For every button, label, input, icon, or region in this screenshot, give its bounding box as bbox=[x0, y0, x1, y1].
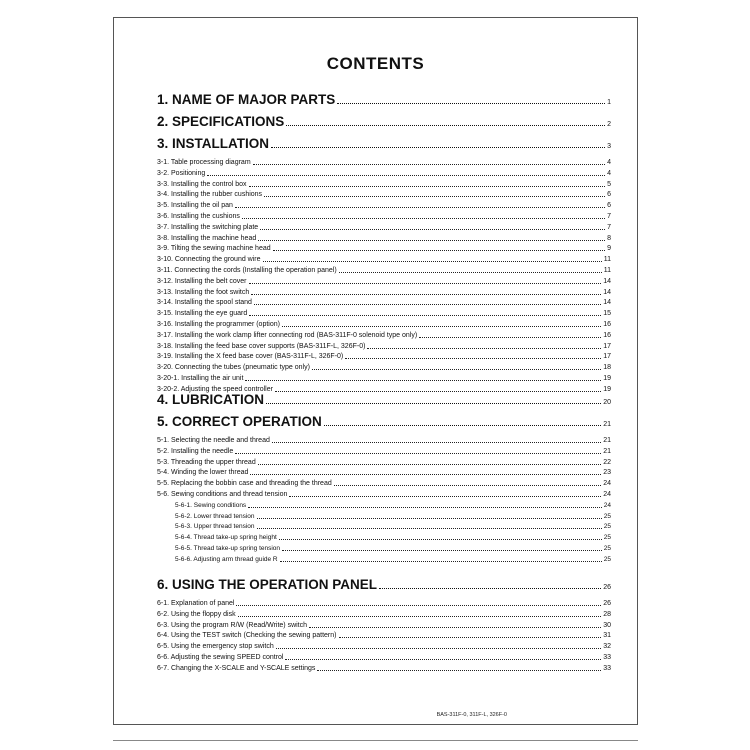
toc-entry bbox=[157, 599, 611, 609]
toc-page-number: 26 bbox=[603, 584, 611, 591]
toc-entry bbox=[157, 277, 611, 287]
toc-label: 5-5. Replacing the bobbin case and threading the thread bbox=[157, 480, 332, 488]
toc-page-number: 24 bbox=[603, 491, 611, 498]
toc-chapter bbox=[157, 92, 611, 108]
toc-page-number: 1 bbox=[607, 99, 611, 106]
toc-entry bbox=[157, 533, 611, 543]
toc-leader-dots bbox=[282, 326, 601, 327]
toc-page-number: 4 bbox=[607, 159, 611, 166]
toc-label: 3. INSTALLATION bbox=[157, 136, 269, 151]
toc-page-number: 19 bbox=[603, 375, 611, 382]
toc-leader-dots bbox=[339, 272, 602, 273]
toc-entry bbox=[157, 180, 611, 190]
toc-leader-dots bbox=[345, 358, 601, 359]
toc-page-number: 32 bbox=[603, 643, 611, 651]
toc-label: 5-6-3. Upper thread tension bbox=[175, 523, 255, 531]
toc-page-number: 5 bbox=[607, 180, 611, 188]
toc-page-number: 11 bbox=[603, 267, 611, 274]
toc-leader-dots bbox=[249, 186, 606, 187]
toc-leader-dots bbox=[254, 304, 601, 305]
toc-page-number: 16 bbox=[603, 321, 611, 328]
toc-leader-dots bbox=[235, 453, 601, 454]
toc-entry bbox=[157, 255, 611, 265]
toc-page-number: 25 bbox=[603, 512, 611, 520]
toc-entry bbox=[157, 621, 611, 631]
document-page bbox=[113, 17, 638, 725]
toc-entry bbox=[157, 555, 611, 565]
toc-label: 3-17. Installing the work clamp lifter connecting rod (BAS-311F-0 solenoid type only) bbox=[157, 331, 418, 339]
toc-page-number: 17 bbox=[603, 353, 611, 361]
model-footer: BAS-311F-0, 311F-L, 326F-0 bbox=[436, 712, 507, 718]
toc-label: 3-7. Installing the switching plate bbox=[157, 223, 259, 231]
toc-label: 4. LUBRICATION bbox=[157, 392, 264, 407]
toc-label: 3-9. Tilting the sewing machine head bbox=[157, 245, 271, 253]
toc-leader-dots bbox=[266, 403, 601, 404]
toc-label: 5. CORRECT OPERATION bbox=[157, 414, 322, 429]
toc-entry bbox=[157, 436, 611, 446]
toc-label: 3-20-1. Installing the air unit bbox=[157, 375, 244, 382]
toc-label: 3-12. Installing the belt cover bbox=[157, 277, 247, 285]
toc-label: 3-6. Installing the cushions bbox=[157, 213, 240, 220]
toc-label: 3-1. Table processing diagram bbox=[157, 159, 251, 166]
toc-entry bbox=[157, 631, 611, 641]
toc-entry bbox=[157, 468, 611, 478]
toc-leader-dots bbox=[337, 103, 605, 104]
toc-page-number: 14 bbox=[603, 277, 611, 285]
toc-leader-dots bbox=[312, 369, 601, 370]
toc-entry bbox=[157, 298, 611, 308]
toc-entry bbox=[157, 374, 611, 384]
toc-leader-dots bbox=[253, 164, 605, 165]
toc-label: 3-18. Installing the feed base cover supports (BAS-311F-L, 326F-0) bbox=[157, 342, 366, 350]
toc-page-number: 2 bbox=[607, 121, 611, 128]
toc-label: 3-11. Connecting the cords (Installing the operation panel) bbox=[157, 267, 337, 274]
toc-page-number: 21 bbox=[603, 437, 611, 444]
toc-page-number: 21 bbox=[603, 447, 611, 455]
toc-leader-dots bbox=[339, 637, 602, 638]
toc-entry bbox=[157, 342, 611, 352]
toc-page-number: 14 bbox=[603, 299, 611, 307]
toc-leader-dots bbox=[419, 337, 601, 338]
toc-leader-dots bbox=[324, 425, 601, 426]
toc-page-number: 30 bbox=[603, 621, 611, 629]
toc-entry bbox=[157, 352, 611, 362]
toc-leader-dots bbox=[309, 627, 601, 628]
toc-leader-dots bbox=[317, 670, 601, 671]
toc-chapter bbox=[157, 392, 611, 408]
toc-entry bbox=[157, 190, 611, 200]
toc-leader-dots bbox=[285, 659, 601, 660]
toc-chapter bbox=[157, 114, 611, 130]
toc-page-number: 16 bbox=[603, 331, 611, 339]
toc-label: 5-6. Sewing conditions and thread tension bbox=[157, 491, 288, 498]
toc-label: 3-20-2. Adjusting the speed controller bbox=[157, 385, 273, 393]
toc-chapter bbox=[157, 414, 611, 430]
toc-label: 5-6-5. Thread take-up spring tension bbox=[175, 545, 281, 552]
toc-entry bbox=[157, 331, 611, 341]
toc-label: 3-2. Positioning bbox=[157, 169, 206, 177]
toc-entry bbox=[157, 610, 611, 620]
toc-leader-dots bbox=[250, 474, 601, 475]
toc-leader-dots bbox=[263, 261, 602, 262]
toc-entry bbox=[157, 266, 611, 276]
toc-entry bbox=[157, 288, 611, 298]
toc-page-number: 3 bbox=[607, 143, 611, 150]
toc-leader-dots bbox=[271, 147, 605, 148]
bottom-rule bbox=[113, 740, 638, 741]
toc-label: 5-3. Threading the upper thread bbox=[157, 458, 256, 466]
toc-entry bbox=[157, 320, 611, 330]
toc-page-number: 25 bbox=[603, 545, 611, 552]
toc-page-number: 25 bbox=[603, 555, 611, 563]
toc-page-number: 7 bbox=[607, 223, 611, 231]
toc-leader-dots bbox=[245, 380, 601, 381]
toc-label: 3-4. Installing the rubber cushions bbox=[157, 191, 263, 199]
toc-page-number: 22 bbox=[603, 458, 611, 466]
toc-label: 5-1. Selecting the needle and thread bbox=[157, 437, 270, 444]
toc-page-number: 31 bbox=[603, 632, 611, 640]
toc-leader-dots bbox=[289, 496, 601, 497]
toc-leader-dots bbox=[248, 507, 602, 508]
toc-label: 5-6-6. Adjusting arm thread guide R bbox=[175, 555, 278, 563]
toc-page-number: 25 bbox=[603, 534, 611, 542]
toc-entry bbox=[157, 309, 611, 319]
toc-page-number: 17 bbox=[603, 342, 611, 350]
toc-label: 6-6. Adjusting the sewing SPEED control bbox=[157, 654, 284, 661]
toc-entry bbox=[157, 512, 611, 522]
toc-entry bbox=[157, 642, 611, 652]
toc-label: 3-19. Installing the X feed base cover (BAS-311F-L, 326F-0) bbox=[157, 353, 344, 361]
toc-page-number: 33 bbox=[603, 654, 611, 661]
toc-label: 3-20. Connecting the tubes (pneumatic type only) bbox=[157, 364, 310, 372]
toc-leader-dots bbox=[251, 294, 601, 295]
toc-label: 1. NAME OF MAJOR PARTS bbox=[157, 92, 336, 107]
toc-leader-dots bbox=[258, 464, 601, 465]
toc-page-number: 14 bbox=[603, 288, 611, 296]
toc-page-number: 9 bbox=[607, 245, 611, 253]
toc-entry bbox=[157, 664, 611, 674]
toc-page-number: 28 bbox=[603, 610, 611, 618]
toc-entry bbox=[157, 158, 611, 168]
toc-leader-dots bbox=[257, 528, 602, 529]
toc-page-number: 6 bbox=[607, 191, 611, 199]
toc-chapter bbox=[157, 577, 611, 593]
toc-leader-dots bbox=[257, 518, 602, 519]
toc-leader-dots bbox=[279, 539, 602, 540]
toc-label: 3-15. Installing the eye guard bbox=[157, 310, 248, 318]
toc-leader-dots bbox=[282, 550, 602, 551]
toc-label: 3-13. Installing the foot switch bbox=[157, 288, 250, 296]
toc-entry bbox=[157, 169, 611, 179]
toc-page-number: 4 bbox=[607, 169, 611, 177]
toc-label: 5-6-4. Thread take-up spring height bbox=[175, 534, 277, 542]
toc-label: 6-2. Using the floppy disk bbox=[157, 610, 236, 618]
toc-entry bbox=[157, 212, 611, 222]
toc-entry bbox=[157, 479, 611, 489]
toc-page-number: 26 bbox=[603, 600, 611, 607]
toc-leader-dots bbox=[242, 218, 605, 219]
toc-entry bbox=[157, 363, 611, 373]
toc-entry bbox=[157, 458, 611, 468]
toc-label: 3-3. Installing the control box bbox=[157, 180, 247, 188]
toc-label: 3-5. Installing the oil pan bbox=[157, 202, 233, 210]
toc-label: 2. SPECIFICATIONS bbox=[157, 114, 285, 129]
toc-page-number: 11 bbox=[603, 256, 611, 264]
toc-leader-dots bbox=[207, 175, 605, 176]
toc-leader-dots bbox=[379, 588, 601, 589]
toc-page-number: 6 bbox=[607, 202, 611, 210]
toc-page-number: 18 bbox=[603, 364, 611, 372]
toc-entry bbox=[157, 201, 611, 211]
toc-label: 3-16. Installing the programmer (option) bbox=[157, 321, 280, 328]
toc-page-number: 15 bbox=[603, 310, 611, 318]
toc-label: 6-7. Changing the X-SCALE and Y-SCALE settings bbox=[157, 664, 316, 672]
toc-page-number: 23 bbox=[603, 469, 611, 477]
toc-page-number: 25 bbox=[603, 523, 611, 531]
toc-entry bbox=[157, 522, 611, 532]
toc-leader-dots bbox=[280, 561, 602, 562]
toc-leader-dots bbox=[260, 229, 605, 230]
toc-label: 5-6-1. Sewing conditions bbox=[175, 501, 247, 509]
toc-label: 3-8. Installing the machine head bbox=[157, 234, 257, 242]
toc-entry bbox=[157, 501, 611, 511]
page-title: CONTENTS bbox=[326, 54, 425, 73]
toc-label: 5-4. Winding the lower thread bbox=[157, 469, 249, 477]
toc-label: 5-2. Installing the needle bbox=[157, 447, 234, 455]
toc-label: 5-6-2. Lower thread tension bbox=[175, 512, 255, 520]
toc-leader-dots bbox=[286, 125, 605, 126]
toc-entry bbox=[157, 223, 611, 233]
toc-label: 3-14. Installing the spool stand bbox=[157, 299, 252, 307]
toc-leader-dots bbox=[334, 485, 601, 486]
toc-page-number: 21 bbox=[603, 421, 611, 428]
toc-page-number: 7 bbox=[607, 213, 611, 220]
toc-entry bbox=[157, 653, 611, 663]
toc-entry bbox=[157, 447, 611, 457]
toc-leader-dots bbox=[249, 315, 601, 316]
toc-leader-dots bbox=[273, 250, 605, 251]
toc-label: 6-3. Using the program R/W (Read/Write) switch bbox=[157, 621, 308, 629]
toc-label: 6-1. Explanation of panel bbox=[157, 600, 235, 607]
toc-leader-dots bbox=[258, 240, 605, 241]
toc-label: 6-4. Using the TEST switch (Checking the sewing pattern) bbox=[157, 632, 337, 640]
toc-leader-dots bbox=[264, 196, 605, 197]
toc-leader-dots bbox=[367, 348, 601, 349]
toc-page-number: 8 bbox=[607, 234, 611, 242]
toc-page-number: 24 bbox=[603, 501, 611, 509]
toc-leader-dots bbox=[249, 283, 602, 284]
toc-label: 3-10. Connecting the ground wire bbox=[157, 256, 261, 264]
toc-entry bbox=[157, 544, 611, 554]
toc-page-number: 20 bbox=[603, 399, 611, 406]
toc-leader-dots bbox=[276, 648, 601, 649]
toc-page-number: 19 bbox=[603, 385, 611, 393]
toc-entry bbox=[157, 244, 611, 254]
toc-leader-dots bbox=[235, 207, 605, 208]
toc-label: 6. USING THE OPERATION PANEL bbox=[157, 577, 378, 592]
toc-leader-dots bbox=[238, 616, 602, 617]
toc-leader-dots bbox=[272, 442, 601, 443]
toc-entry bbox=[157, 234, 611, 244]
toc-page-number: 24 bbox=[603, 480, 611, 488]
toc-label: 6-5. Using the emergency stop switch bbox=[157, 643, 274, 651]
toc-entry bbox=[157, 490, 611, 500]
toc-leader-dots bbox=[236, 605, 601, 606]
toc-page-number: 33 bbox=[603, 664, 611, 672]
toc-chapter bbox=[157, 136, 611, 152]
